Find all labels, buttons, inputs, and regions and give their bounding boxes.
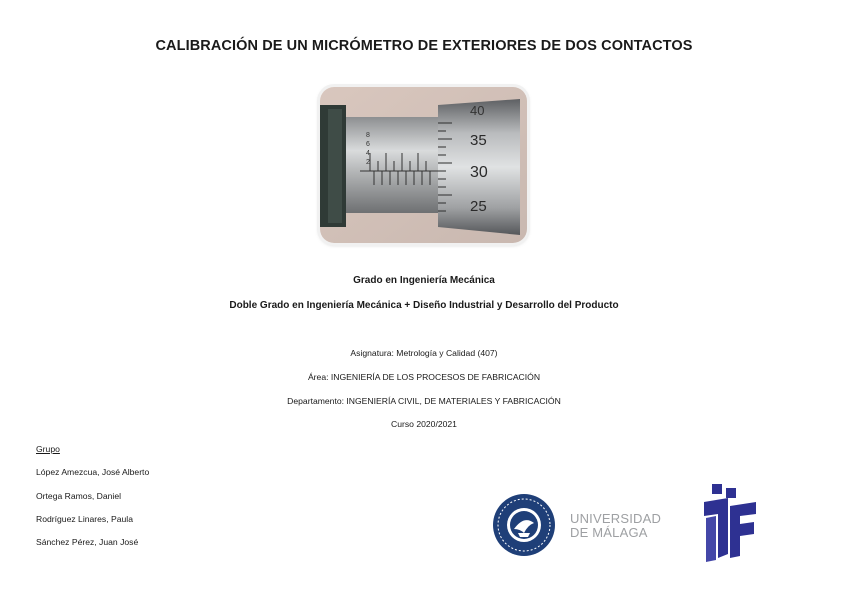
sleeve-number: 2: [366, 159, 370, 166]
sleeve-number: 8: [366, 132, 370, 139]
engineering-school-logo: [698, 484, 758, 562]
thimble-number: 35: [470, 132, 487, 149]
department-line: Departamento: INGENIERÍA CIVIL, DE MATERIALES Y FABRICACIÓN: [287, 396, 561, 406]
subject-line: Asignatura: Metrología y Calidad (407): [350, 348, 498, 358]
university-name-line2: DE MÁLAGA: [570, 525, 648, 540]
group-member: López Amezcua, José Alberto: [36, 467, 150, 477]
group-member: Rodríguez Linares, Paula: [36, 514, 133, 524]
group-member: Sánchez Pérez, Juan José: [36, 537, 139, 547]
course-line: Curso 2020/2021: [391, 419, 457, 429]
double-degree-line: Doble Grado en Ingeniería Mecánica + Diseño Industrial y Desarrollo del Producto: [229, 300, 619, 311]
thimble-number: 30: [470, 164, 488, 181]
thimble-number: 25: [470, 198, 487, 215]
sleeve-number: 6: [366, 141, 370, 148]
document-title: CALIBRACIÓN DE UN MICRÓMETRO DE EXTERIORES DE DOS CONTACTOS: [155, 38, 693, 54]
university-name-line1: UNIVERSIDAD: [570, 511, 662, 526]
area-line: Área: INGENIERÍA DE LOS PROCESOS DE FABRICACIÓN: [307, 372, 541, 382]
group-member: Ortega Ramos, Daniel: [36, 491, 122, 501]
thimble-number: 40: [470, 103, 485, 118]
micrometer-photo: [320, 87, 527, 243]
sleeve-number: 4: [366, 150, 370, 157]
degree-line: Grado en Ingeniería Mecánica: [353, 275, 495, 286]
group-heading: Grupo: [36, 444, 60, 454]
